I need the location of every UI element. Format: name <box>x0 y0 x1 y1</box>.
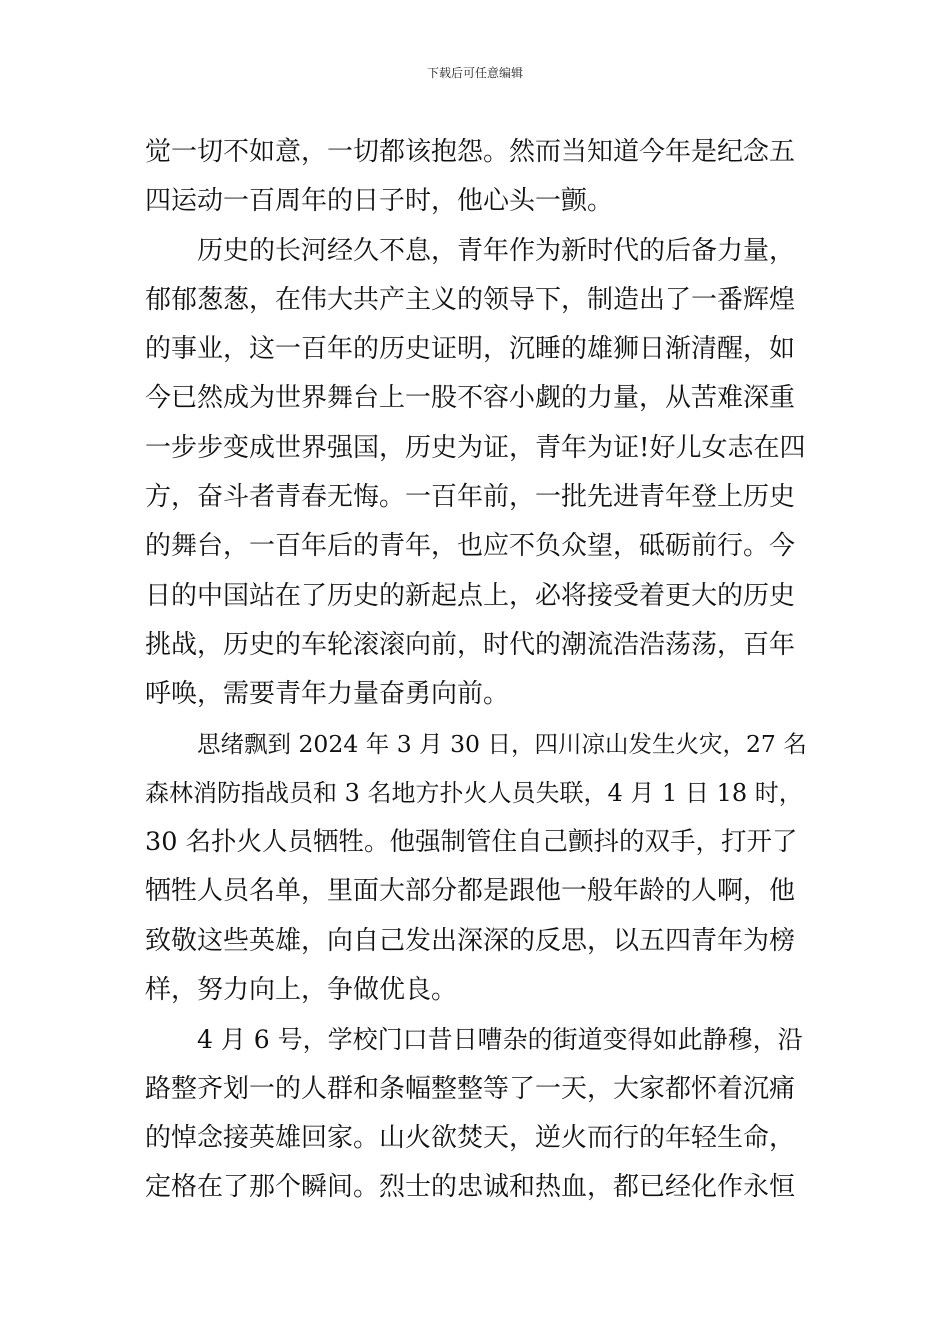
text-line: 一步步变成世界强国，历史为证，青年为证!好儿女志在四 <box>145 432 806 463</box>
text-line: 的舞台，一百年后的青年，也应不负众望，砥砺前行。今 <box>145 531 796 562</box>
page-header: 下载后可任意编辑 <box>426 66 523 80</box>
text-line: 牺牲人员名单，里面大部分都是跟他一般年龄的人啊，他 <box>145 876 796 907</box>
text-line: 今已然成为世界舞台上一股不容小觑的力量，从苦难深重 <box>145 383 796 414</box>
text-line: 思绪飘到 2024 年 3 月 30 日，四川凉山发生火灾，27 名 <box>197 729 807 758</box>
text-line: 森林消防指战员和 3 名地方扑火人员失联，4 月 1 日 18 时， <box>145 778 803 807</box>
text-line: 挑战，历史的车轮滚滚向前，时代的潮流浩浩荡荡，百年 <box>145 629 796 660</box>
text-line: 定格在了那个瞬间。烈士的忠诚和热血，都已经化作永恒 <box>145 1172 796 1203</box>
text-line: 4 月 6 号，学校门口昔日嘈杂的街道变得如此静穆，沿 <box>197 1025 803 1055</box>
text-line: 呼唤，需要青年力量奋勇向前。 <box>145 679 510 710</box>
text-line: 路整齐划一的人群和条幅整整等了一天，大家都怀着沉痛 <box>145 1073 796 1104</box>
text-line: 致敬这些英雄，向自己发出深深的反思，以五四青年为榜 <box>145 925 796 956</box>
text-line: 样，努力向上，争做优良。 <box>145 975 458 1006</box>
text-line: 方，奋斗者青春无悔。一百年前，一批先进青年登上历史 <box>145 482 796 513</box>
text-line: 历史的长河经久不息，青年作为新时代的后备力量， <box>197 235 796 266</box>
body-text <box>145 128 809 1213</box>
text-line: 日的中国站在了历史的新起点上，必将接受着更大的历史 <box>145 580 796 611</box>
text-line: 30 名扑火人员牺牲。他强制管住自己颤抖的双手，打开了 <box>145 827 798 858</box>
text-line: 四运动一百周年的日子时，他心头一颤。 <box>145 186 614 217</box>
text-line: 的悼念接英雄回家。山火欲焚天，逆火而行的年轻生命， <box>145 1122 796 1153</box>
text-line: 郁郁葱葱，在伟大共产主义的领导下，制造出了一番辉煌 <box>145 284 796 315</box>
text-line: 觉一切不如意，一切都该抱怨。然而当知道今年是纪念五 <box>145 137 796 167</box>
text-line: 的事业，这一百年的历史证明，沉睡的雄狮日渐清醒，如 <box>145 334 796 365</box>
